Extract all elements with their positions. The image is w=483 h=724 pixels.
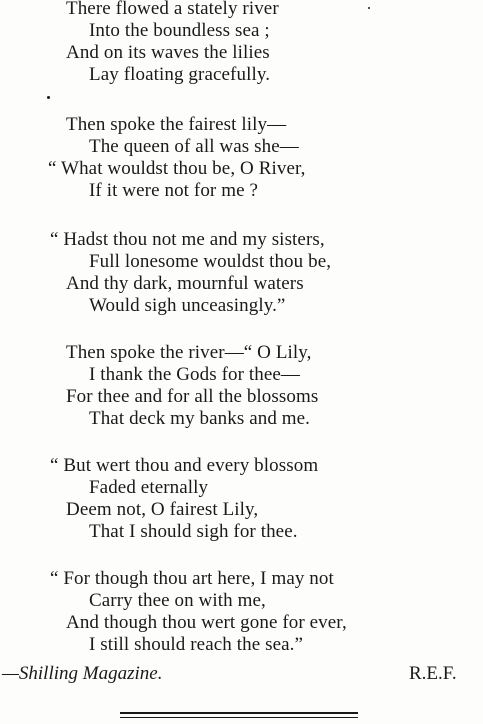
poem-line: If it were not for me ? xyxy=(89,180,259,201)
author-initials: R.E.F. xyxy=(409,663,457,684)
poem-line: Then spoke the river—“ O Lily, xyxy=(66,342,312,363)
poem-line: And though thou wert gone for ever, xyxy=(66,612,347,633)
poem-line: And thy dark, mournful waters xyxy=(66,273,304,294)
poem-line: That deck my banks and me. xyxy=(89,408,311,429)
print-speck xyxy=(47,96,50,99)
poem-line: And on its waves the lilies xyxy=(66,42,270,63)
poem-line: Lay floating gracefully. xyxy=(89,64,271,85)
poem-line: “ Hadst thou not me and my sisters, xyxy=(50,229,325,250)
poem-line: There flowed a stately river xyxy=(66,0,279,19)
divider-rule-thin xyxy=(120,717,358,718)
poem-line: “ What wouldst thou be, O River, xyxy=(48,158,306,179)
poem-line: I thank the Gods for thee— xyxy=(89,364,301,385)
poem-line: Carry thee on with me, xyxy=(89,590,266,611)
poem-line: The queen of all was she— xyxy=(89,136,299,157)
divider-rule xyxy=(120,712,358,714)
poem-line: “ But wert thou and every blossom xyxy=(50,455,319,476)
poem-line: Then spoke the fairest lily— xyxy=(66,114,287,135)
poem-line: For thee and for all the blossoms xyxy=(66,386,319,407)
poem-line: That I should sigh for thee. xyxy=(89,521,298,542)
poem-line: I still should reach the sea.” xyxy=(89,634,304,655)
poem-line: Would sigh unceasingly.” xyxy=(89,295,286,316)
poem-line: “ For though thou art here, I may not xyxy=(50,568,334,589)
poem-line: Deem not, O fairest Lily, xyxy=(66,499,259,520)
print-speck xyxy=(368,7,370,9)
poem-line: Into the boundless sea ; xyxy=(89,20,270,41)
poem-line: Faded eternally xyxy=(89,477,209,498)
source-attribution: —Shilling Magazine. xyxy=(2,663,163,684)
poem-line: Full lonesome wouldst thou be, xyxy=(89,251,332,272)
